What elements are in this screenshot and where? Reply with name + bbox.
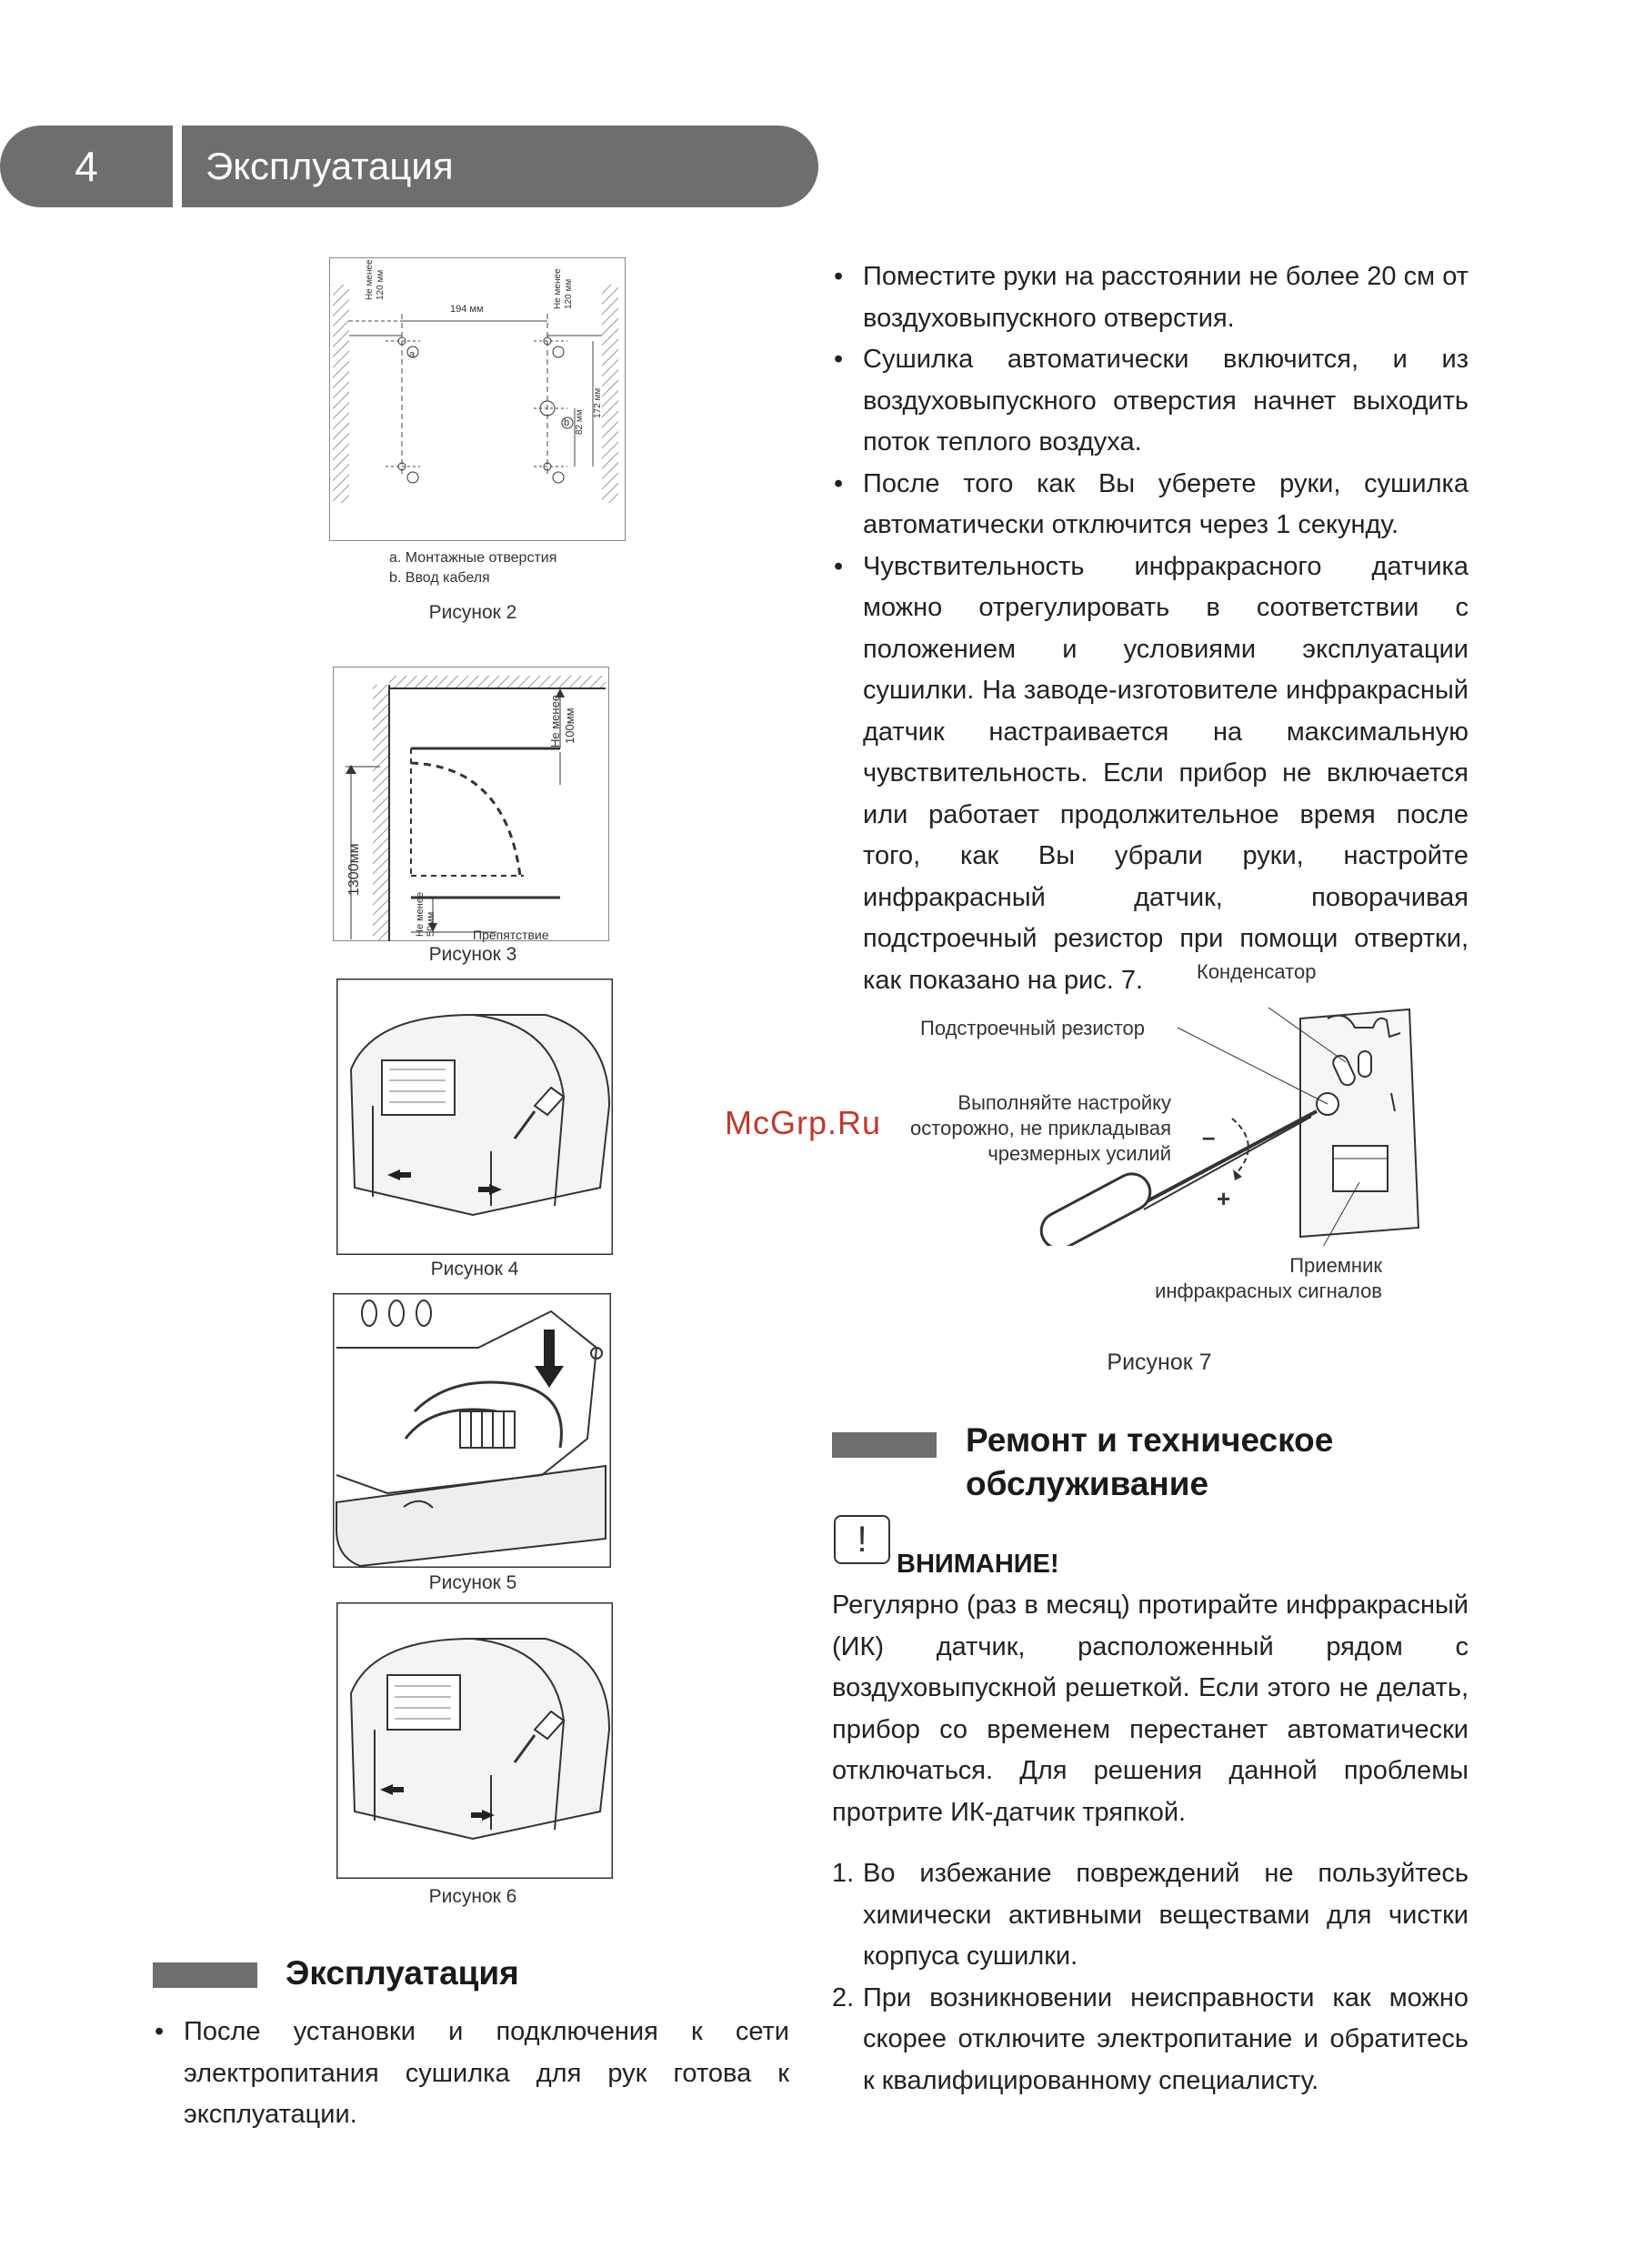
fig7-adjust-line2: осторожно, не прикладывая (910, 1117, 1171, 1139)
maintenance-list (832, 1853, 1469, 2102)
warning-text: Регулярно (раз в месяц) протирайте инфракрасный (ИК) датчик, расположенный рядом с воздуховыпускной решеткой. Если этого не делать, прибор со временем перестанет автоматически отключаться. Для решения данной проблемы протрите ИК-датчик тряпкой. (832, 1591, 1469, 1827)
maintenance-item-number: 2. (832, 1982, 855, 2012)
usage-instructions (832, 256, 1469, 1001)
fig7-receiver-label (1082, 1253, 1382, 1304)
usage-bullet: • Сушилка автоматически включится, и из воздуховыпускного отверстия начнет выходить поток теплого воздуха. (832, 339, 1469, 464)
fig3-dim-top-2: 100мм (563, 707, 576, 744)
usage-bullet: • Поместите руки на расстоянии не более 20 см от воздуховыпускного отверстия. (832, 256, 1469, 339)
fig3-dim-bottom-1: Не менее (415, 891, 426, 937)
fig5-caption: Рисунок 5 (428, 1572, 517, 1593)
fig7-receiver-line2: инфракрасных сигналов (1155, 1280, 1382, 1302)
watermark: McGrp.Ru (725, 1104, 882, 1141)
fig2-legend-a: a. Монтажные отверстия (389, 550, 557, 566)
fig7-plus: + (1217, 1185, 1231, 1212)
operation-section-bar (153, 1962, 257, 1988)
fig7-caption: Рисунок 7 (1107, 1350, 1212, 1375)
fig2-mark-a: a (409, 349, 416, 360)
maintenance-item (832, 1978, 1469, 2102)
fig6-caption: Рисунок 6 (428, 1886, 517, 1907)
fig2-dim-82: 82 мм (575, 409, 585, 435)
fig2-legend-b: b. Ввод кабеля (389, 570, 490, 586)
fig3-dim-bottom-2: 50мм (426, 911, 436, 937)
fig2-dim-172: 172 мм (593, 387, 603, 418)
fig7-minus: – (1202, 1123, 1216, 1150)
maintenance-title-line1: Ремонт и техническое (966, 1421, 1334, 1459)
fig2-legend (389, 548, 556, 588)
fig7-adjust-line3: чрезмерных усилий (987, 1142, 1171, 1165)
maintenance-section-bar (832, 1432, 937, 1458)
maintenance-item-text: Во избежание повреждений не пользуйтесь химически активными веществами для чистки корпуса сушилки. (863, 1859, 1469, 1971)
fig2-caption: Рисунок 2 (428, 602, 517, 623)
fig3-caption: Рисунок 3 (428, 944, 517, 965)
usage-bullet: • Чувствительность инфракрасного датчика можно отрегулировать в соответствии с положением и условиями эксплуатации сушилки. На заводе-изготовителе инфракрасный датчик настраивается на максимальную чувствительность. Если прибор не включается или работает продолжительное время после того, как Вы убрали руки, настройте инфракрасный датчик, поворачивая подстроечный резистор при помощи отвертки, как показано на рис. 7. (832, 547, 1469, 1002)
fig4-caption: Рисунок 4 (430, 1259, 519, 1280)
fig2-dim-right-2: 120 мм (564, 278, 574, 309)
fig2-dim-left-2: 120 мм (376, 269, 386, 300)
page-number: 4 (0, 125, 173, 207)
maintenance-item (832, 1853, 1469, 1978)
fig7-trimmer-label: Подстроечный резистор (920, 1017, 1145, 1039)
fig3-dim-height: 1300мм (346, 843, 362, 896)
warning-title: ВНИМАНИЕ! (897, 1550, 1059, 1579)
warning-icon: ! (834, 1515, 890, 1564)
fig7-adjust-label (873, 1090, 1171, 1167)
maintenance-item-number: 1. (832, 1859, 855, 1888)
operation-text (153, 2012, 789, 2136)
fig7-adjust-line1: Выполняйте настройку (957, 1091, 1171, 1114)
maintenance-section-title (966, 1419, 1333, 1506)
fig3-obstacle: Препятствие (473, 928, 549, 942)
fig2-dim-left-1: Не менее (365, 259, 375, 300)
fig2-mark-b: b (564, 417, 570, 428)
fig3-dim-top-1: Не менее (548, 694, 562, 748)
fig7-receiver-line1: Приемник (1289, 1254, 1382, 1277)
fig7-capacitor-label: Конденсатор (1197, 960, 1317, 983)
operation-bullet: • После установки и подключения к сети электропитания сушилка для рук готова к эксплуатации. (153, 2012, 789, 2136)
usage-bullet: • После того как Вы уберете руки, сушилка автоматически отключится через 1 секунду. (832, 464, 1469, 547)
figure-4 (336, 978, 613, 1255)
maintenance-item-text: При возникновении неисправности как можно скорее отключите электропитание и обратитесь к квалифицированному специалисту. (863, 1982, 1469, 2095)
page-title: Эксплуатация (182, 125, 818, 207)
fig2-dim-top: 194 мм (450, 304, 484, 315)
operation-section-title: Эксплуатация (286, 1954, 519, 1992)
figure-5 (333, 1293, 611, 1568)
maintenance-title-line2: обслуживание (966, 1465, 1209, 1502)
fig2-dim-right-1: Не менее (553, 268, 563, 309)
figure-6 (336, 1602, 613, 1879)
